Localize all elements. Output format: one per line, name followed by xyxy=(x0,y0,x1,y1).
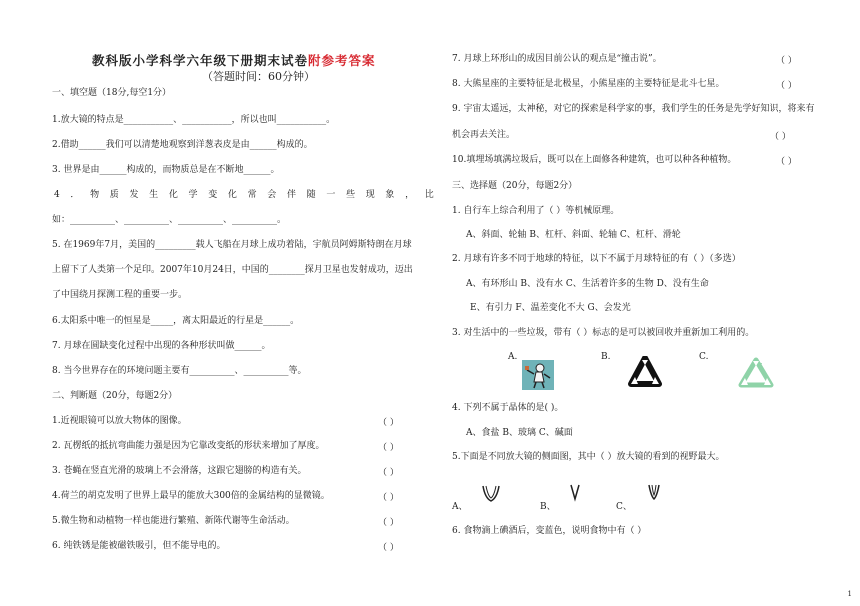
recycle-dark-icon xyxy=(628,356,662,390)
question-text: 了中国绕月探测工程的重要一步。 xyxy=(52,290,188,300)
section-judge-heading: 二、判断题（20分，每题2分） xyxy=(52,391,178,401)
choice-question: 5.下面是不同放大镜的侧面图，其中（ ）放大镜的看到的视野最大。 xyxy=(452,452,725,462)
judge-question: 9. 宇宙太遥远，太神秘，对它的探索是科学家的事，我们学生的任务是先学好知识，将来有 xyxy=(452,104,815,114)
question-text: 3. 世界是由______构成的，而物质总是在不断地______。 xyxy=(52,165,280,175)
answer-blank[interactable]: （ ） xyxy=(378,418,399,428)
recycle-green-icon xyxy=(738,356,774,390)
judge-question: 10.填埋场填满垃圾后，既可以在上面修各种建筑，也可以种各种植物。 xyxy=(452,155,737,165)
litter-icon xyxy=(522,360,554,390)
question-text: 如：__________、__________、__________、__________。 xyxy=(52,215,287,225)
option-label-b: B、 xyxy=(540,502,556,512)
lens-narrow-icon xyxy=(569,484,581,502)
answer-blank[interactable]: （ ） xyxy=(378,443,399,453)
section-fill-heading: 一、填空题（18分,每空1分） xyxy=(52,88,172,98)
answer-blank[interactable]: （ ） xyxy=(776,157,797,167)
question-text: 上留下了人类第一个足印。2007年10月24日，中国的________探月卫星也发射成功，迈出 xyxy=(52,265,413,275)
option-label-a: A. xyxy=(508,352,518,362)
option-label-a: A、 xyxy=(452,502,468,512)
question-text: 2.借助______我们可以清楚地观察到洋葱表皮是由______构成的。 xyxy=(52,140,313,150)
judge-question: 6. 纯铁锈是能被磁铁吸引，但不能导电的。 xyxy=(52,541,226,551)
answer-blank[interactable]: （ ） xyxy=(776,56,797,66)
choice-options: A、食盐 B、玻璃 C、碱面 xyxy=(466,428,573,438)
judge-question: 8. 大熊星座的主要特征是北极星，小熊星座的主要特征是北斗七星。 xyxy=(452,79,725,89)
answer-blank[interactable]: （ ） xyxy=(378,493,399,503)
answer-blank[interactable]: （ ） xyxy=(378,543,399,553)
choice-options: A、有环形山 B、没有水 C、生活着许多的生物 D、没有生命 xyxy=(466,279,709,289)
section-choice-heading: 三、选择题（20分，每题2分） xyxy=(452,181,578,191)
answer-blank[interactable]: （ ） xyxy=(378,468,399,478)
judge-question: 5.微生物和动植物一样也能进行繁殖、新陈代谢等生命活动。 xyxy=(52,516,295,526)
choice-question: 3. 对生活中的一些垃圾，带有（ ）标志的是可以被回收并重新加工利用的。 xyxy=(452,328,755,338)
judge-question: 4.荷兰的胡克发明了世界上最早的能放大300倍的金属结构的显微镜。 xyxy=(52,491,330,501)
question-text: 7. 月球在圆缺变化过程中出现的各种形状叫做______。 xyxy=(52,341,271,351)
option-label-c: C、 xyxy=(616,502,632,512)
choice-options: E、有引力 F、温差变化不大 G、会发光 xyxy=(470,303,631,313)
choice-question: 4. 下列不属于晶体的是( )。 xyxy=(452,403,564,413)
answer-blank[interactable]: （ ） xyxy=(770,132,791,142)
answer-blank[interactable]: （ ） xyxy=(378,518,399,528)
question-text: 8. 当今世界存在的环境问题主要有__________、__________等。 xyxy=(52,366,307,376)
option-label-b: B. xyxy=(601,352,611,362)
choice-question: 2. 月球有许多不同于地球的特征，以下不属于月球特征的有（ ）（多选） xyxy=(452,254,741,264)
question-text: 1.放大镜的特点是___________、___________，所以也叫___________。 xyxy=(52,115,336,125)
choice-question: 1. 自行车上综合利用了（ ）等机械原理。 xyxy=(452,206,620,216)
question-text: 5. 在1969年7月，美国的_________载人飞船在月球上成功着陆，宇航员阿姆斯特朗在月球 xyxy=(52,240,412,250)
option-label-c: C. xyxy=(699,352,709,362)
judge-question: 2. 瓦楞纸的抵抗弯曲能力强是因为它靠改变纸的形状来增加了厚度。 xyxy=(52,441,325,451)
lens-wide-icon xyxy=(480,484,502,504)
subtitle: （答题时间：60分钟） xyxy=(202,70,315,83)
judge-question: 3. 苍蝇在竖直光滑的玻璃上不会滑落，这跟它翅膀的构造有关。 xyxy=(52,466,307,476)
answer-blank[interactable]: （ ） xyxy=(776,81,797,91)
question-text-spread: 4 ． 物 质 发 生 化 学 变 化 常 会 伴 随 一 些 现 象 ， 比 xyxy=(54,190,434,200)
choice-options: A、斜面、轮轴 B、杠杆、斜面、轮轴 C、杠杆、滑轮 xyxy=(466,230,681,240)
page-number: 1 xyxy=(847,590,852,598)
title-highlight: 附参考答案 xyxy=(308,53,376,68)
page-title: 教科版小学科学六年级下册期末试卷附参考答案 xyxy=(92,53,376,68)
question-text: 6.太阳系中唯一的恒星是_____，离太阳最近的行星是______。 xyxy=(52,316,300,326)
lens-medium-icon xyxy=(647,484,661,502)
judge-question: 机会再去关注。 xyxy=(452,130,516,140)
judge-question: 1.近视眼镜可以放大物体的图像。 xyxy=(52,416,187,426)
judge-question: 7. 月球上环形山的成因目前公认的观点是“撞击说”。 xyxy=(452,54,662,64)
choice-question: 6. 食物滴上碘酒后，变蓝色，说明食物中有（ ） xyxy=(452,526,647,536)
